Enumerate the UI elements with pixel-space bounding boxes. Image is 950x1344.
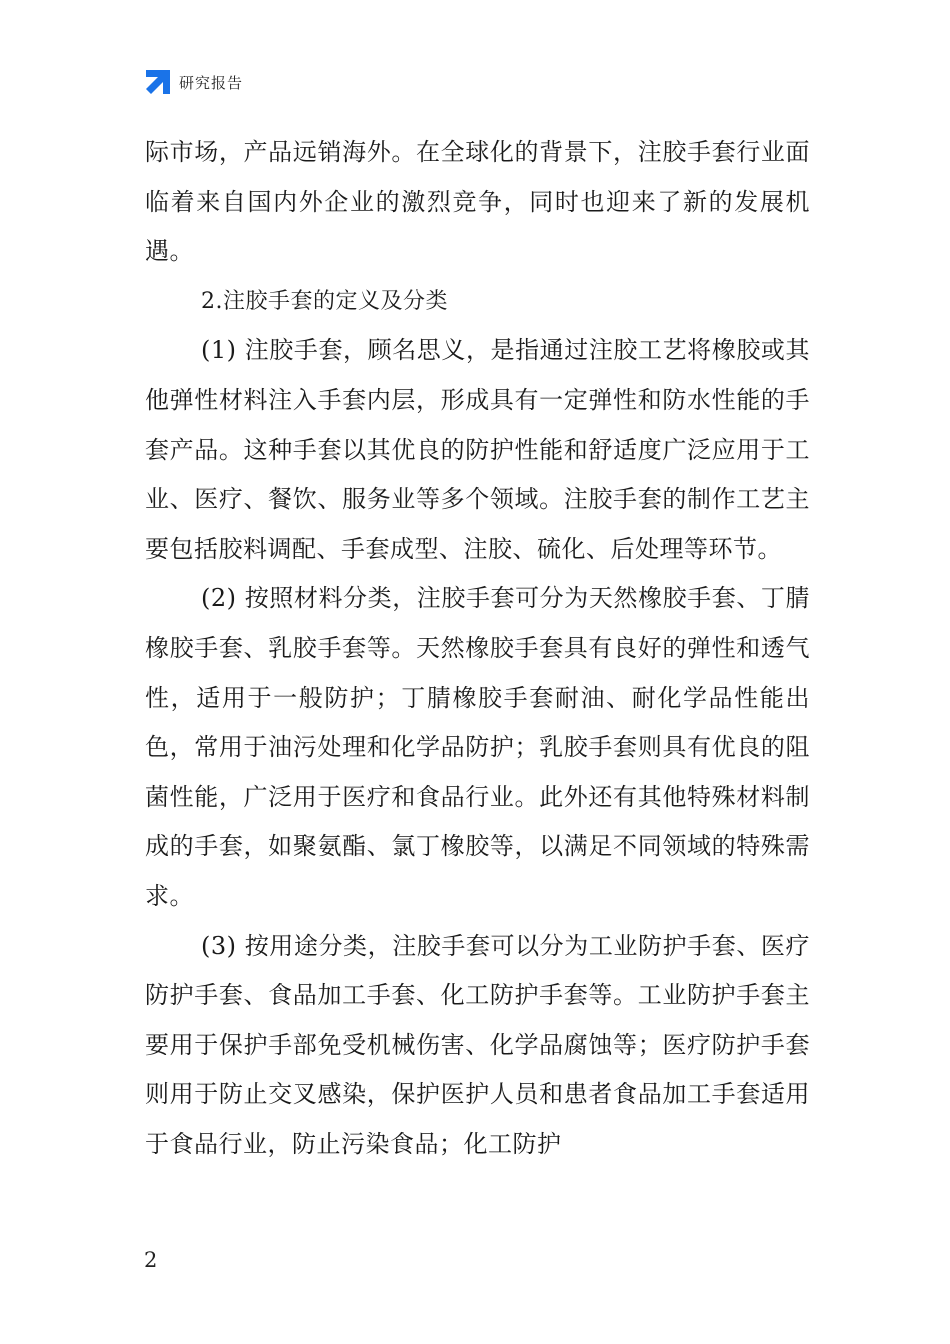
page-number: 2: [144, 1248, 158, 1272]
report-logo-icon: [144, 68, 172, 96]
section-heading: 2.注胶手套的定义及分类: [201, 288, 448, 314]
paragraph-definition: (1) 注胶手套，顾名思义，是指通过注胶工艺将橡胶或其他弹性材料注入手套内层，形成具有一定弹性和防水性能的手套产品。这种手套以其优良的防护性能和舒适度广泛应用于工业、医疗、餐饮、服务业等多个领域。注胶手套的制作工艺主要包括胶料调配、手套成型、注胶、硫化、后处理等环节。: [145, 336, 810, 563]
paragraph-continued: 际市场，产品远销海外。在全球化的背景下，注胶手套行业面临着来自国内外企业的激烈竞争，同时也迎来了新的发展机遇。: [145, 138, 810, 266]
header-title: 研究报告: [179, 73, 244, 92]
document-body: [145, 128, 810, 1169]
paragraph-material-classification: (2) 按照材料分类，注胶手套可分为天然橡胶手套、丁腈橡胶手套、乳胶手套等。天然橡胶手套具有良好的弹性和透气性，适用于一般防护；丁腈橡胶手套耐油、耐化学品性能出色，常用于油污处理和化学品防护；乳胶手套则具有优良的阻菌性能，广泛用于医疗和食品行业。此外还有其他特殊材料制成的手套，如聚氨酯、氯丁橡胶等，以满足不同领域的特殊需求。: [145, 584, 810, 910]
page-header: [144, 68, 243, 96]
paragraph-usage-classification: (3) 按用途分类，注胶手套可以分为工业防护手套、医疗防护手套、食品加工手套、化工防护手套等。工业防护手套主要用于保护手部免受机械伤害、化学品腐蚀等；医疗防护手套则用于防止交叉感染，保护医护人员和患者食品加工手套适用于食品行业，防止污染食品；化工防护: [145, 931, 810, 1158]
